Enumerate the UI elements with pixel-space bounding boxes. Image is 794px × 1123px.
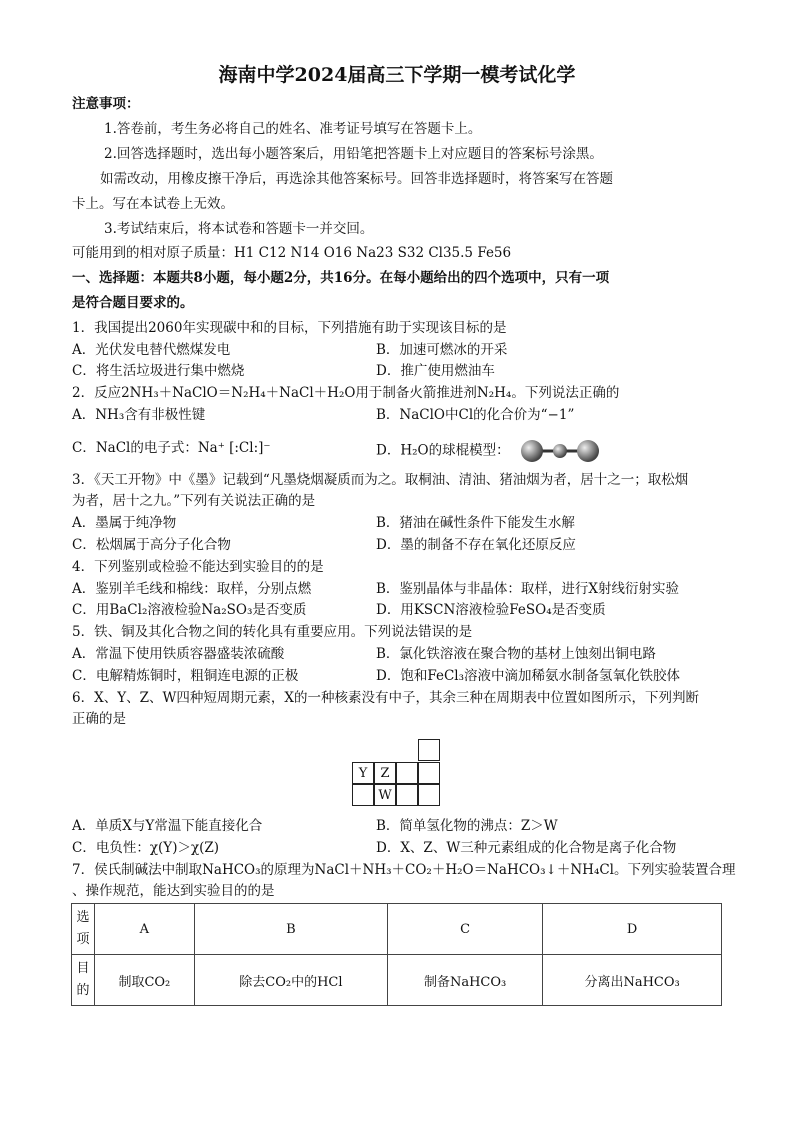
options-table [71, 903, 722, 1006]
option-d: D．饱和FeCl₃溶液中滴加稀氨水制备氢氧化铁胶体 [376, 668, 680, 684]
grid-cell-z: Z [374, 762, 396, 784]
table-cell: 除去CO₂中的HCl [194, 955, 387, 1006]
question-stem: 7．侯氏制碱法中制取NaHCO₃的原理为NaCl＋NH₃＋CO₂＋H₂O＝NaHCO₃↓＋NH₄Cl。下列实验装置合理 [72, 862, 736, 878]
col-head: D [543, 904, 722, 955]
option-b: B．NaClO中Cl的化合价为“−1” [376, 407, 575, 423]
option-b: B．加速可燃冰的开采 [376, 342, 508, 358]
question-stem: 4．下列鉴别或检验不能达到实验目的的是 [72, 559, 324, 575]
option-a: A．光伏发电替代燃煤发电 [72, 342, 231, 358]
grid-cell-w: W [374, 784, 396, 806]
grid-cell [418, 739, 440, 761]
section-heading: 是符合题目要求的。 [72, 295, 194, 311]
option-d: D．用KSCN溶液检验FeSO₄是否变质 [376, 602, 606, 618]
option-c: C．电解精炼铜时，粗铜连电源的正极 [72, 668, 299, 684]
notice-item: 如需改动，用橡皮擦干净后，再选涂其他答案标号。回答非选择题时，将答案写在答题 [100, 171, 613, 187]
col-head: A [95, 904, 195, 955]
col-head: C [388, 904, 543, 955]
option-c: C．NaCl的电子式：Na⁺ [:Cl:]⁻ [72, 440, 271, 456]
grid-cell [396, 762, 418, 784]
notice-item: 3.考试结束后，将本试卷和答题卡一并交回。 [104, 221, 374, 237]
water-ball-stick-model-icon [518, 438, 602, 464]
periodic-table-fragment [352, 739, 442, 807]
option-b: B．简单氢化物的沸点：Z＞W [376, 818, 558, 834]
table-row [72, 904, 722, 955]
grid-cell [396, 784, 418, 806]
table-cell: 分离出NaHCO₃ [543, 955, 722, 1006]
grid-cell [418, 762, 440, 784]
atomic-masses: 可能用到的相对原子质量：H1 C12 N14 O16 Na23 S32 Cl35.5 Fe56 [72, 245, 512, 261]
option-d-text: D．H₂O的球棍模型： [376, 442, 510, 459]
option-d: D．X、Z、W三种元素组成的化合物是离子化合物 [376, 840, 677, 856]
option-c: C．松烟属于高分子化合物 [72, 537, 231, 553]
option-c: C．用BaCl₂溶液检验Na₂SO₃是否变质 [72, 602, 307, 618]
section-heading: 一、选择题：本题共8小题，每小题2分，共16分。在每小题给出的四个选项中，只有一项 [72, 270, 610, 286]
option-b: B．氯化铁溶液在聚合物的基材上蚀刻出铜电路 [376, 646, 656, 662]
option-d: D．墨的制备不存在氧化还原反应 [376, 537, 576, 553]
grid-cell [418, 784, 440, 806]
question-stem: 为者，居十之九。”下列有关说法正确的是 [72, 493, 316, 509]
question-stem: 2．反应2NH₃＋NaClO＝N₂H₄＋NaCl＋H₂O用于制备火箭推进剂N₂H₄。下列说法正确的 [72, 385, 620, 401]
option-a: A．鉴别羊毛线和棉线：取样，分别点燃 [72, 581, 312, 597]
option-d: D．推广使用燃油车 [376, 363, 495, 379]
question-stem: 6．X、Y、Z、W四种短周期元素，X的一种核素没有中子，其余三种在周期表中位置如图所示，下列判断 [72, 690, 699, 706]
col-head: B [194, 904, 387, 955]
notice-item: 1.答卷前，考生务必将自己的姓名、准考证号填写在答题卡上。 [104, 121, 482, 137]
option-b: B．猪油在碱性条件下能发生水解 [376, 515, 575, 531]
table-row [72, 955, 722, 1006]
question-stem: 、操作规范，能达到实验目的的是 [72, 883, 275, 899]
question-stem: 5．铁、铜及其化合物之间的转化具有重要应用。下列说法错误的是 [72, 624, 473, 640]
question-stem: 1．我国提出2060年实现碳中和的目标，下列措施有助于实现该目标的是 [72, 320, 507, 336]
option-a: A．单质X与Y常温下能直接化合 [72, 818, 263, 834]
option-c: C．将生活垃圾进行集中燃烧 [72, 363, 245, 379]
row-head-goal: 目的 [72, 955, 95, 1006]
notice-item: 卡上。写在本试卷上无效。 [72, 196, 234, 212]
table-cell: 制备NaHCO₃ [388, 955, 543, 1006]
option-a: A．NH₃含有非极性键 [72, 407, 206, 423]
option-b: B．鉴别晶体与非晶体：取样，进行X射线衍射实验 [376, 581, 680, 597]
grid-cell-y: Y [352, 762, 374, 784]
option-a: A．常温下使用铁质容器盛装浓硫酸 [72, 646, 285, 662]
option-d [376, 438, 602, 464]
option-c: C．电负性：χ(Y)＞χ(Z) [72, 840, 220, 856]
table-cell: 制取CO₂ [95, 955, 195, 1006]
row-head-options: 选项 [72, 904, 95, 955]
notice-item: 2.回答选择题时，选出每小题答案后，用铅笔把答题卡上对应题目的答案标号涂黑。 [104, 146, 603, 162]
question-stem: 正确的是 [72, 711, 126, 727]
notice-heading: 注意事项： [72, 96, 140, 112]
option-a: A．墨属于纯净物 [72, 515, 177, 531]
page-title: 海南中学2024届高三下学期一模考试化学 [218, 64, 576, 86]
question-stem: 3．《天工开物》中《墨》记载到“凡墨烧烟凝质而为之。取桐油、清油、猪油烟为者，居十之一；取松烟 [72, 472, 689, 488]
grid-cell [352, 784, 374, 806]
